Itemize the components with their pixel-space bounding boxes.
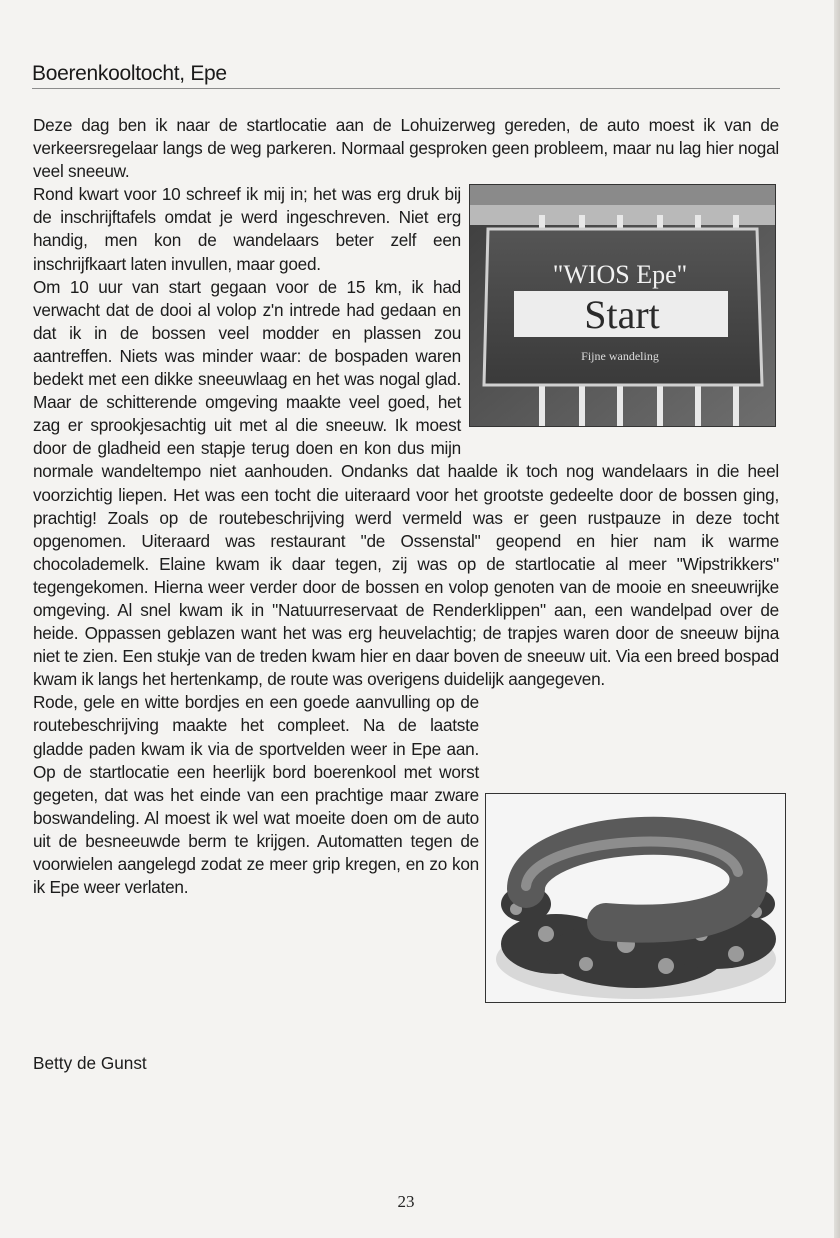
paragraph-registration: Rond kwart voor 10 schreef ik mij in; het was erg druk bij de inschrijftafels omdat je werd ingeschreven. Niet erg handig, men kon de wandelaars beter zelf een inschrijfkaart laten invullen, maar goed. [33, 184, 461, 274]
author-name: Betty de Gunst [33, 1053, 147, 1073]
page-number: 23 [397, 1192, 415, 1211]
banner-subtitle: Fijne wandeling [581, 349, 659, 363]
banner-club-name: "WIOS Epe" [552, 260, 688, 289]
article-title: Boerenkooltocht, Epe [32, 62, 227, 85]
article-body [33, 114, 779, 909]
float-spacer-banner [461, 183, 779, 443]
page-edge [834, 0, 840, 1238]
paragraph-route: Om 10 uur van start gegaan voor de 15 km, ik had verwacht dat de dooi al volop z'n intrede had gedaan en dat ik in de bossen veel modder en plassen zou aantreffen. Niets was minder waar: de bospaden waren bedekt met een dikke sneeuwlaag en het was nogal glad. Maar de schitterende omgeving maakte veel goed, het zag er sprookjesachtig uit met al die sneeuw. Ik moest door de gladheid een stapje terug doen en kon dus mijn normale wandeltempo niet aanhouden. Ondanks dat haalde ik toch nog wandelaars in die heel voorzichtig liepen. Het was een tocht die uiteraard voor het grootste gedeelte door de bossen ging, prachtig! Zoals op de routebeschrijving werd vermeld was er geen rustpauze in deze tocht opgenomen. Uiteraard was restaurant "de Ossenstal" geopend en hier nam ik warme chocolademelk. Elaine kwam ik daar tegen, zij was op de startlocatie al meer "Wipstrikkers" tegengekomen. Hierna weer verder door de bossen en volop genoten van de mooie en sneeuwrijke omgeving. Al snel kwam ik in "Natuurreservaat de Renderklippen" aan, een wandelpad over de heide. Oppassen geblazen want het was erg heuvelachtig; de trapjes waren door de sneeuw bijna niet te zien. Een stukje van de treden kwam hier en daar boven de sneeuw uit. Via een breed bospad kwam ik langs het hertenkamp, de route was overigens duidelijk aangegeven. [33, 276, 779, 690]
title-rule [32, 88, 780, 89]
float-spacer-food [479, 699, 779, 909]
paragraph-intro: Deze dag ben ik naar de startlocatie aan de Lohuizerweg gereden, de auto moest ik van de verkeersregelaar langs de weg parkeren. Normaal gesproken geen probleem, maar nu lag hier nogal veel sneeuw. [33, 115, 779, 182]
paragraph-ending: Rode, gele en witte bordjes en een goede aanvulling op de routebeschrijving maakte het compleet. Na de laatste gladde paden kwam ik via de sportvelden weer in Epe aan. Op de startlocatie een heerlijk bord boerenkool met worst gegeten, dat was het einde van een prachtige maar zware boswandeling. Al moest ik wel wat moeite doen om de auto uit de besneeuwde berm te krijgen. Automatten tegen de voorwielen aangelegd zodat ze meer grip kregen, en zo kon ik Epe weer verlaten. [33, 692, 479, 898]
banner-start-text: Start [584, 292, 660, 337]
